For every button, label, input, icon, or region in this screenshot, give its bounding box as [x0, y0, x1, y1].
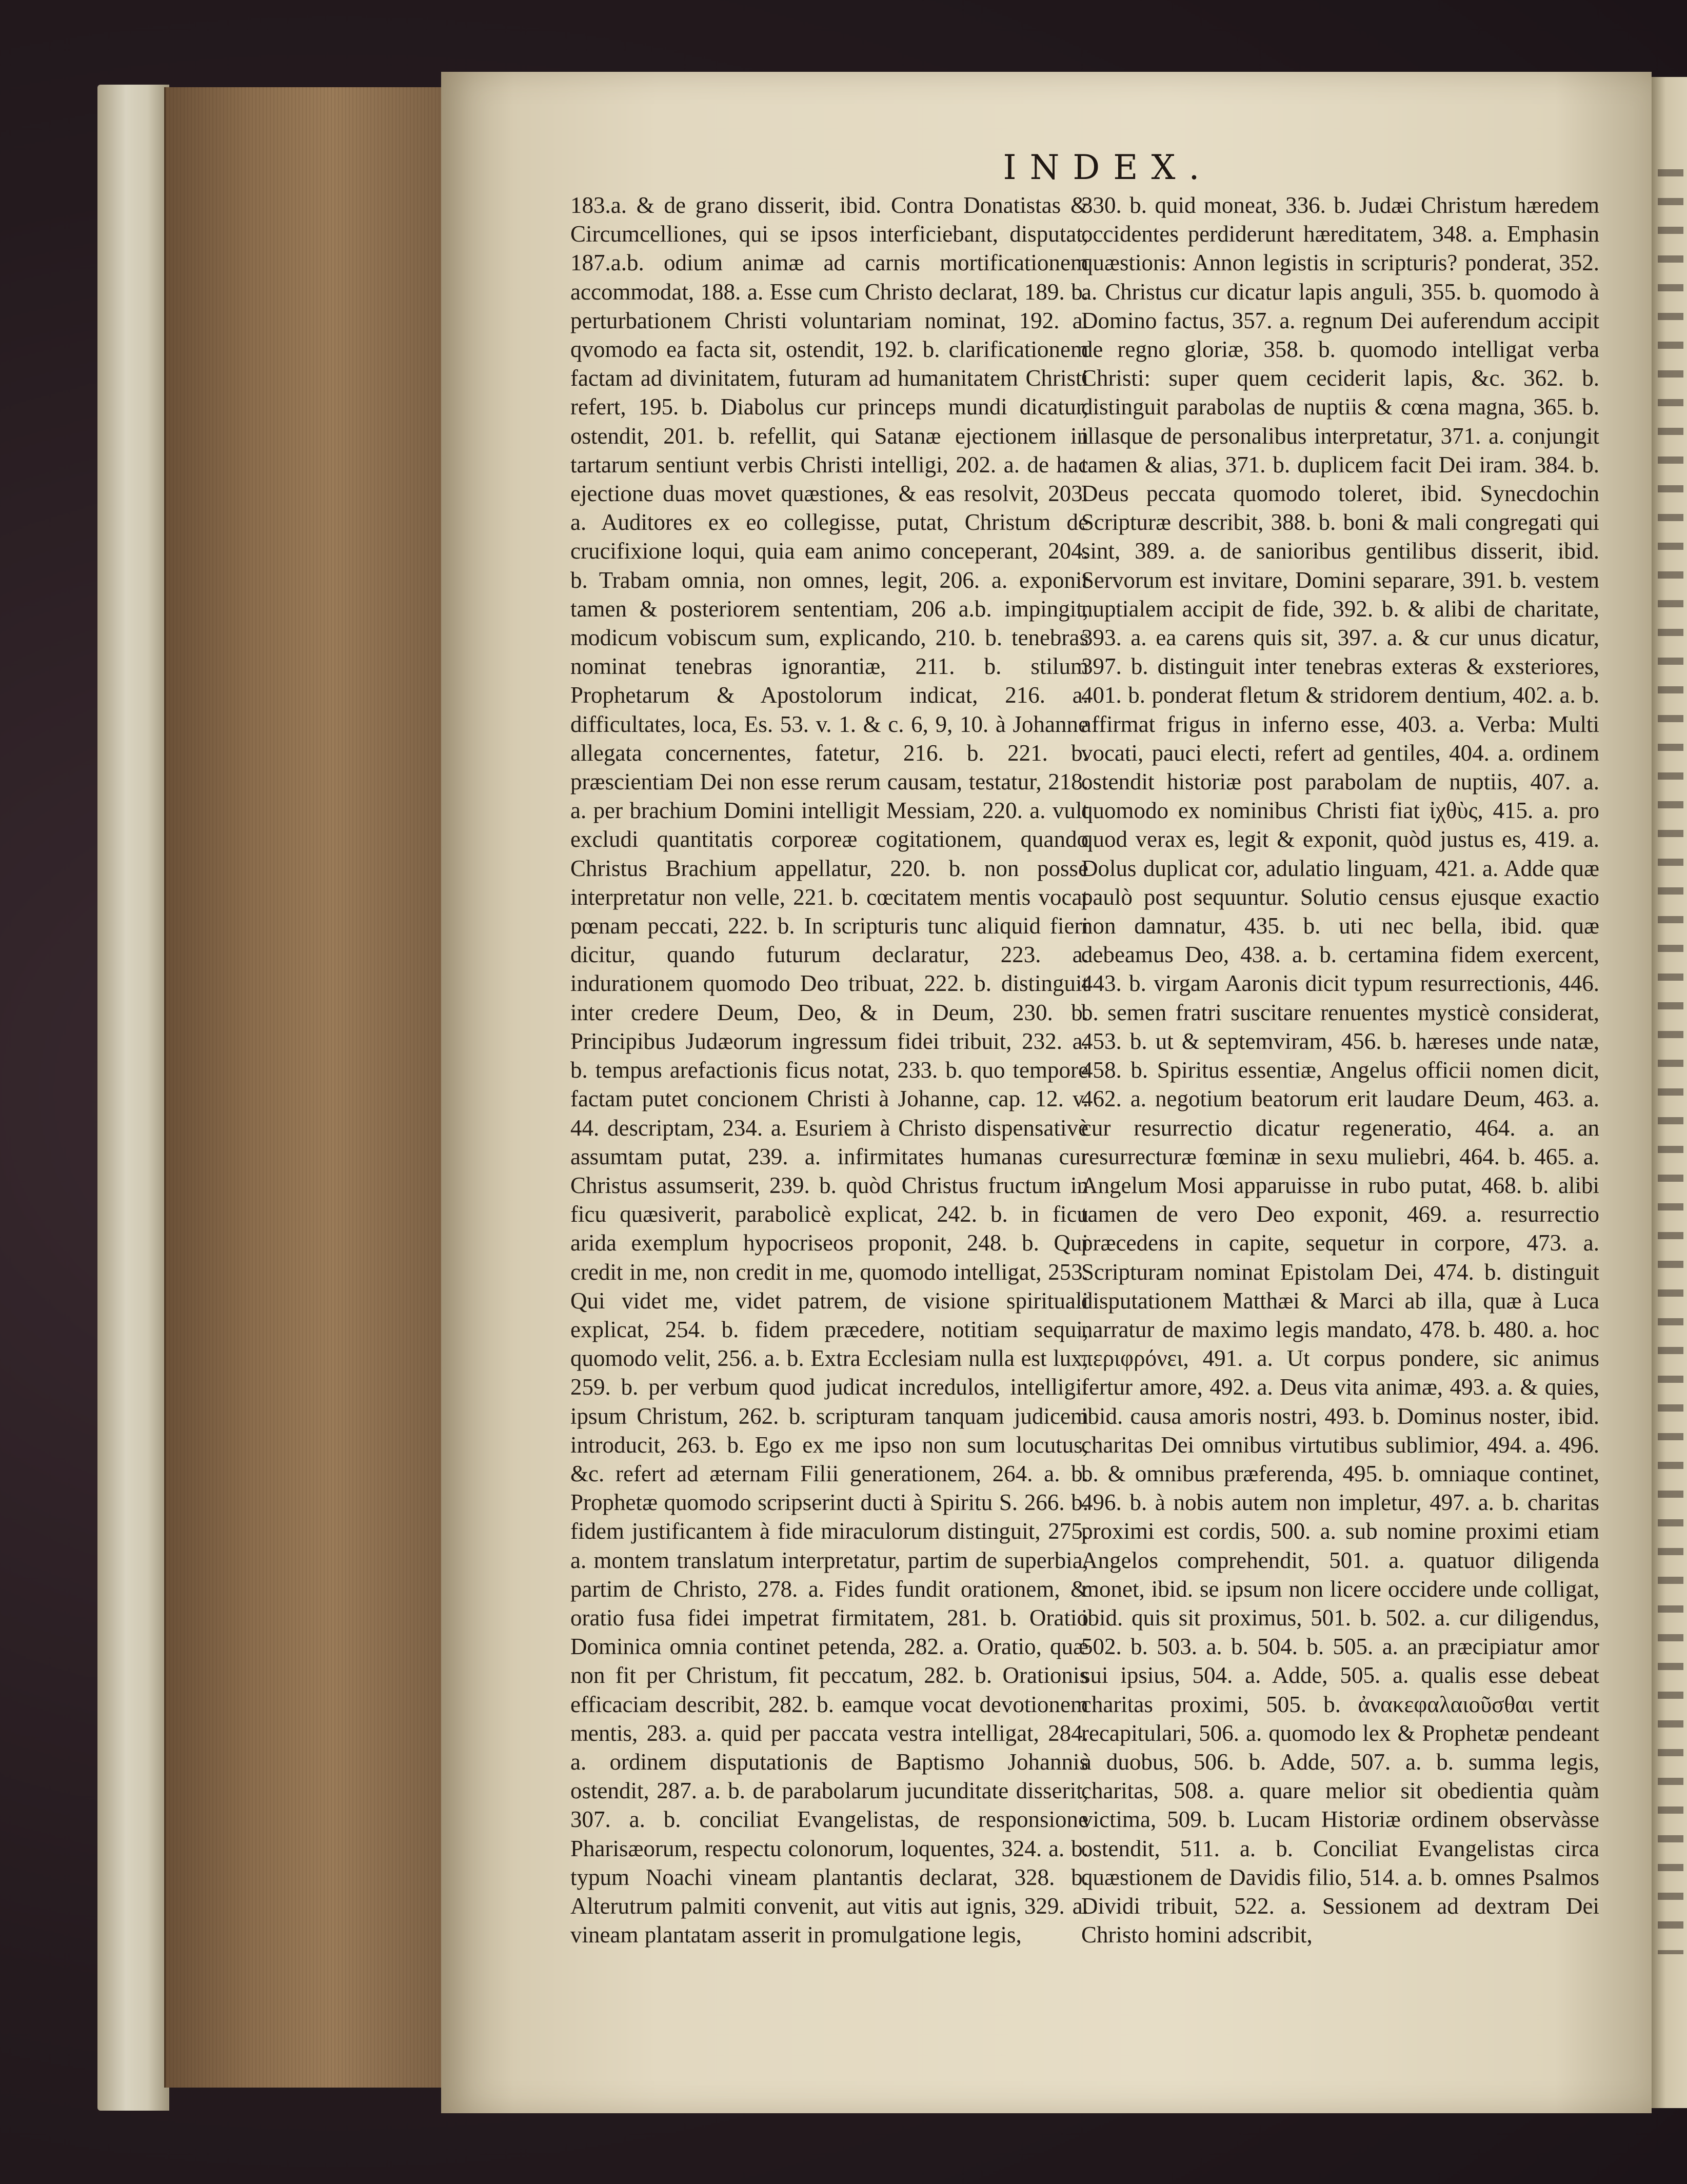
page-heading: INDEX.: [1003, 148, 1213, 187]
index-column-left: [570, 191, 1088, 2042]
index-column-right: [1081, 191, 1599, 2042]
book-cover-edge: [97, 85, 169, 2111]
facing-page-text-fragment: [1658, 169, 1683, 1954]
index-text-left: 183.a. & de grano disserit, ibid. Contra Donatistas & Circumcelliones, qui se ipsos interficiebant, disputat, 187.a.b. odium animæ ad carnis mortificationem accommodat, 188. a. Esse cum Christo declarat, 189. b. perturbationem Christi voluntariam nominat, 192. a. qvomodo ea facta sit, ostendit, 192. b. clarificationem factam ad divinitatem, futuram ad humanitatem Christi refert, 195. b. Diabolus cur princeps mundi dicatur, ostendit, 201. b. refellit, qui Satanæ ejectionem in tartarum sentiunt verbis Christi intelligi, 202. a. de hac ejectione duas movet quæstiones, & eas resolvit, 203. a. Auditores ex eo collegisse, putat, Christum de crucifixione loqui, quia eam animo conceperant, 204. b. Trabam omnia, non omnes, legit, 206. a. exponit tamen & posteriorem sententiam, 206 a.b. impingit, modicum vobiscum sum, explicando, 210. b. tenebras nominat tenebras ignorantiæ, 211. b. stilum Prophetarum & Apostolorum indicat, 216. a. difficultates, loca, Es. 53. v. 1. & c. 6, 9, 10. à Johanne allegata concernentes, fatetur, 216. b. 221. b. præscientiam Dei non esse rerum causam, testatur, 218. a. per brachium Domini intelligit Messiam, 220. a. vult excludi quantitatis corporeæ cogitationem, quando Christus Brachium appellatur, 220. b. non posse interpretatur non velle, 221. b. cœcitatem mentis vocat pœnam peccati, 222. b. In scripturis tunc aliquid fieri dicitur, quando futurum declaratur, 223. a. indurationem quomodo Deo tribuat, 222. b. distinguit inter credere Deum, Deo, & in Deum, 230. b. Principibus Judæorum ingressum fidei tribuit, 232. a. b. tempus arefactionis ficus notat, 233. b. quo tempore factam putet concionem Christi à Johanne, cap. 12. v. 44. descriptam, 234. a. Esuriem à Christo dispensativè assumtam putat, 239. a. infirmitates humanas cur Christus assumserit, 239. b. quòd Christus fructum in ficu quæsiverit, parabolicè explicat, 242. b. in ficu arida exemplum hypocriseos proponit, 248. b. Qui credit in me, non credit in me, quomodo intelligat, 253. Qui videt me, videt patrem, de visione spirituali explicat, 254. b. fidem præcedere, notitiam sequi, quomodo velit, 256. a. b. Extra Ecclesiam nulla est lux, 259. b. per verbum quod judicat incredulos, intelligit ipsum Christum, 262. b. scripturam tanquam judicem introducit, 263. b. Ego ex me ipso non sum locutus, &c. refert ad æternam Filii generationem, 264. a. b. Prophetæ quomodo scripserint ducti à Spiritu S. 266. b. fidem justificantem à fide miraculorum distinguit, 275. a. montem translatum interpretatur, partim de superbia, partim de Christo, 278. a. Fides fundit orationem, & oratio fusa fidei impetrat firmitatem, 281. b. Oratio Dominica omnia continet petenda, 282. a. Oratio, quæ non fit per Christum, fit peccatum, 282. b. Orationis efficaciam describit, 282. b. eamque vocat devotionem mentis, 283. a. quid per paccata vestra intelligat, 284. a. ordinem disputationis de Baptismo Johannis ostendit, 287. a. b. de parabolarum jucunditate disserit, 307. a. b. conciliat Evangelistas, de responsione Pharisæorum, respectu colonorum, loquentes, 324. a. b. typum Noachi vineam plantantis declarat, 328. b. Alterutrum palmiti convenit, aut vitis aut ignis, 329. a. vineam plantatam asserit in promulgatione legis,: [570, 192, 1088, 1948]
index-text-right: 330. b. quid moneat, 336. b. Judæi Christum hæredem occidentes perdiderunt hæreditatem, 348. a. Emphasin quæstionis: Annon legistis in scripturis? ponderat, 352. a. Christus cur dicatur lapis anguli, 355. b. quomodo à Domino factus, 357. a. regnum Dei auferendum accipit de regno gloriæ, 358. b. quomodo intelligat verba Christi: super quem ceciderit lapis, &c. 362. b. distinguit parabolas de nuptiis & cœna magna, 365. b. illasque de personalibus interpretatur, 371. a. conjungit tamen & alias, 371. b. duplicem facit Dei iram. 384. b. Deus peccata quomodo toleret, ibid. Synecdochin Scripturæ describit, 388. b. boni & mali congregati qui sint, 389. a. de sanioribus gentilibus disserit, ibid. Servorum est invitare, Domini separare, 391. b. vestem nuptialem accipit de fide, 392. b. & alibi de charitate, 393. a. ea carens quis sit, 397. a. & cur unus dicatur, 397. b. distinguit inter tenebras exteras & exsteriores, 401. b. ponderat fletum & stridorem dentium, 402. a. b. affirmat frigus in inferno esse, 403. a. Verba: Multi vocati, pauci electi, refert ad gentiles, 404. a. ordinem ostendit historiæ post parabolam de nuptiis, 407. a. quomodo ex nominibus Christi fiat ἰχθὺς, 415. a. pro quod verax es, legit & exponit, quòd justus es, 419. a. Dolus duplicat cor, adulatio linguam, 421. a. Adde quæ paulò post sequuntur. Solutio census ejusque exactio non damnatur, 435. b. uti nec bella, ibid. quæ debeamus Deo, 438. a. b. certamina fidem exercent, 443. b. virgam Aaronis dicit typum resurrectionis, 446. b. semen fratri suscitare renuentes mysticè considerat, 453. b. ut & septemviram, 456. b. hæreses unde natæ, 458. b. Spiritus essentiæ, Angelus officii nomen dicit, 462. a. negotium beatorum erit laudare Deum, 463. a. cur resurrectio dicatur regeneratio, 464. a. an resurrecturæ fœminæ in sexu muliebri, 464. b. 465. a. Angelum Mosi apparuisse in rubo putat, 468. b. alibi tamen de vero Deo exponit, 469. a. resurrectio præcedens in capite, sequetur in corpore, 473. a. Scripturam nominat Epistolam Dei, 474. b. distinguit disputationem Matthæi & Marci ab illa, quæ à Luca narratur de maximo legis mandato, 478. b. 480. a. hoc περιφρόνει, 491. a. Ut corpus pondere, sic animus fertur amore, 492. a. Deus vita animæ, 493. a. & quies, ibid. causa amoris nostri, 493. b. Dominus noster, ibid. charitas Dei omnibus virtutibus sublimior, 494. a. 496. b. & omnibus præferenda, 495. b. omniaque continet, 496. b. à nobis autem non impletur, 497. a. b. charitas proximi est cordis, 500. a. sub nomine proximi etiam Angelos comprehendit, 501. a. quatuor diligenda monet, ibid. se ipsum non licere occidere unde colligat, ibid. quis sit proximus, 501. b. 502. a. cur diligendus, 502. b. 503. a. b. 504. b. 505. a. an præcipiatur amor sui ipsius, 504. a. Adde, 505. a. qualis esse debeat charitas proximi, 505. b. ἀνακεφαλαιοῦσθαι vertit recapitulari, 506. a. quomodo lex & Prophetæ pendeant à duobus, 506. b. Adde, 507. a. b. summa legis, charitas, 508. a. quare melior sit obedientia quàm victima, 509. b. Lucam Historiæ ordinem observàsse ostendit, 511. a. b. Conciliat Evangelistas circa quæstionem de Davidis filio, 514. a. b. omnes Psalmos Dividi tribuit, 522. a. Sessionem ad dextram Dei Christo homini adscribit,: [1081, 192, 1599, 1948]
page-block-edge: [164, 87, 443, 2088]
